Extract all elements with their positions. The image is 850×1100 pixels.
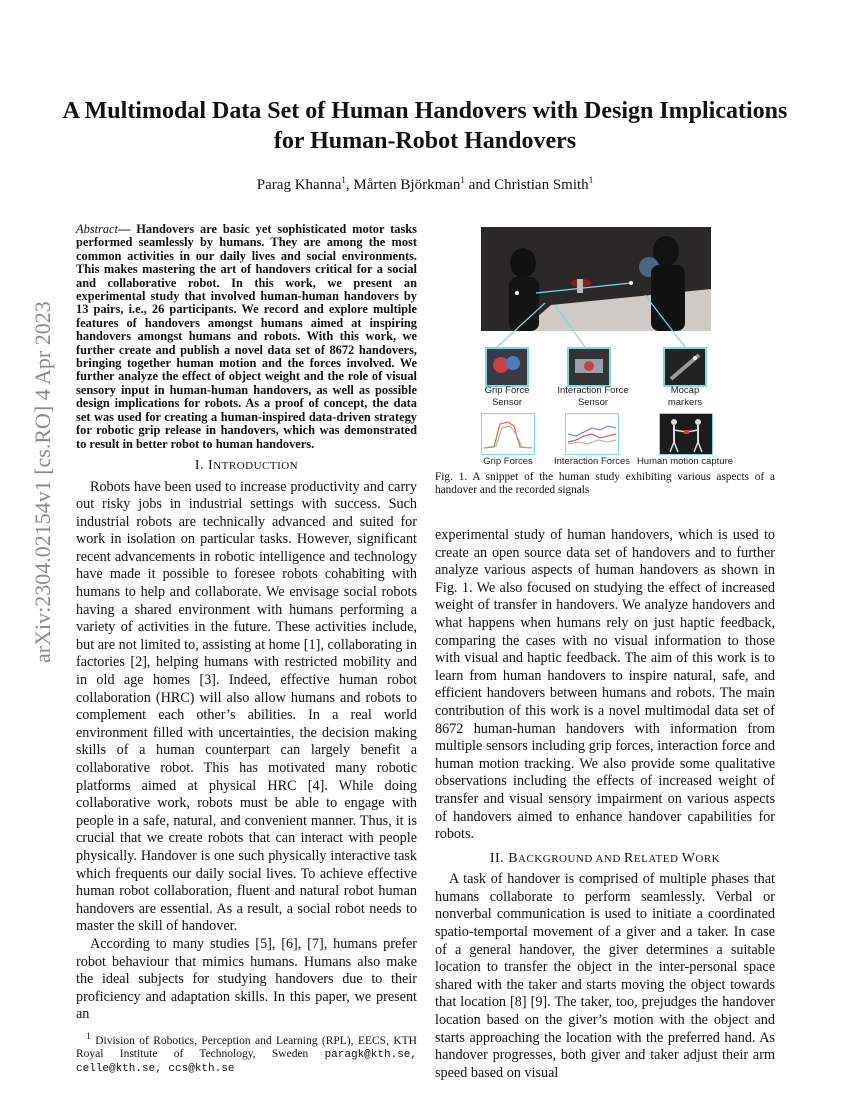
left-column (76, 223, 417, 1076)
author-list (60, 175, 790, 194)
section-smallcaps: ORK (695, 852, 721, 865)
section-smallcaps: NTRODUCTION (213, 459, 299, 472)
footnote-emails: paragk@kth.se, celle@kth.se, ccs@kth.se (76, 1048, 417, 1075)
author-name: Parag Khanna (256, 177, 342, 193)
motion-capture-image (659, 413, 713, 455)
mocap-markers-image (663, 347, 707, 387)
label-grip-force-sensor: Grip Force Sensor (484, 385, 530, 408)
right-paragraph-1: experimental study of human handovers, which is used to create an open source data set of handovers and to further analyze various aspects of human handovers as shown in Fig. 1. We also focused on studying the effect of increased weight of transfer in handovers. We analyze handovers and what happens when humans rely on just haptic feedback, comparing the cases with no visual information to those with visual and haptic feedback. The aim of this work is to learn from human handovers to inspire natural, safe, and efficient handovers between humans and robots. The main contribution of this work is a novel multimodal data set of 8672 human-human handovers with information from multiple sensors including grip forces, interaction force and human motion tracking. We also provide some qualitative observations including the effects of increased weight of transfer and visual sensory impairment on various aspects of handovers aimed to enhance handover capabilities for robots. (435, 527, 775, 843)
section-heading-introduction (76, 457, 417, 476)
grip-forces-plot (481, 413, 535, 455)
label-mocap-markers: Mocap markers (667, 385, 703, 408)
intro-paragraph-2: According to many studies [5], [6], [7], humans prefer robot behaviour that mimics humans. Humans also make the ideal subjects for studying handovers due to their proficiency and adaptation skills. In this paper, we present an (76, 935, 417, 1023)
right-column (435, 527, 775, 1082)
author-name: Mårten Björkman (353, 177, 461, 193)
section-initial: W (681, 850, 696, 866)
intro-paragraph-1: Robots have been used to increase productivity and carry out risky jobs in industrial settings with success. Such industrial robots are technically advanced and suited for work in isolation on particular tasks. However, significant recent advancements in robotic intelligence and technology have made it possible to foresee robots cohabiting with humans to help and collaborate. We envisage social robots having a shared environment with humans performing a variety of activities in the future. These activities include, but are not limited to, assisting at home [1], collaborating in factories [2], helping humans with restricted mobility and in old age homes [3]. Indeed, effective human robot collaboration (HRC) will also allow humans and robots to complement each other’s abilities. In a real world environment filled with uncertainties, the decision making skills of a human counterpart can largely benefit a collaborative robot. This has motivated many robotic platforms aimed at physical HRC [4]. While doing collaborative work, robots must be able to engage with people in a safe, natural, and convenient manner. Thus, it is crucial that we create robots that can interact with people physically. Handover is one such physically interactive task which frequents our daily social lives. To achieve effective human robot collaboration, fluent and natural robot human handovers are essential. As a result, a social robot needs to master the skill of handover. (76, 478, 417, 935)
section-initial: B (508, 850, 519, 866)
label-human-motion-capture: Human motion capture (636, 456, 734, 467)
section-initial: R (624, 850, 634, 866)
grip-force-sensor-image (485, 347, 529, 387)
author-affiliation: 1 (588, 175, 594, 185)
abstract (76, 223, 417, 451)
interaction-forces-plot (565, 413, 619, 455)
section-number: I. (194, 457, 209, 473)
label-grip-forces: Grip Forces (483, 456, 533, 467)
section-smallcaps: ELATED (633, 852, 682, 865)
footnote (76, 1030, 417, 1076)
author-affiliation: 1 (460, 175, 465, 185)
figure-caption: Fig. 1. A snippet of the human study exhibiting various aspects of a handover and the recorded signals (435, 471, 775, 496)
author-separator: and (464, 177, 495, 193)
title-line-2: for Human-Robot Handovers (273, 128, 577, 154)
right-paragraph-2: A task of handover is comprised of multiple phases that humans collaborate to perform seamlessly. Verbal or nonverbal communication is used to initiate a coordinated spatio-temportal movement of a giver and a taker. In case of a general handover, the giver determines a suitable location to transfer the object in the inter-personal space shared with the taker and starts moving the object towards that location [8] [9]. The taker, too, prejudges the handover location based on the giver’s motion with the object and starts approaching the location with the preferred hand. As handover progresses, both giver and taker adjust their arm speed based on visual (435, 871, 775, 1081)
abstract-label: Abstract (76, 222, 118, 236)
footnote-text: Division of Robotics, Perception and Learning (RPL), EECS, KTH Royal Institute of Technology, Sweden (76, 1034, 417, 1060)
section-number: II. (489, 850, 509, 866)
interaction-force-sensor-image (567, 347, 611, 387)
figure-1 (435, 225, 775, 525)
arxiv-side-label (8, 285, 64, 665)
label-interaction-force-sensor: Interaction Force Sensor (557, 385, 629, 408)
arxiv-id-text: arXiv:2304.02154v1 [cs.RO] 4 Apr 2023 (30, 301, 55, 663)
author-separator: , (345, 177, 354, 193)
section-initial: I (208, 457, 214, 473)
author-name: Christian Smith (494, 177, 589, 193)
abstract-text: — Handovers are basic yet sophisticated motor tasks performed seamlessly by humans. They are among the most common activities in our daily lives and social environments. This makes mastering the art of handovers critical for a social and collaborative robot. In this work, we present an experimental study that involved human-human handovers by 13 pairs, i.e., 26 participants. We record and explore multiple features of handovers amongst humans aimed at inspiring handovers amongst humans and robots. With this work, we further create and publish a novel data set of 8672 handovers, bringing together human motion and the forces involved. We further analyze the effect of object weight and the role of visual sensory input in human-human handovers, as well as possible design implications for robots. As a proof of concept, the data set was used for creating a human-inspired data-driven strategy for robotic grip release in handovers, which was demonstrated to result in better robot to human handovers. (76, 222, 417, 451)
section-smallcaps: ACKGROUND AND (518, 852, 625, 865)
section-heading-background (435, 850, 775, 869)
label-interaction-forces: Interaction Forces (553, 456, 631, 467)
title-line-1: A Multimodal Data Set of Human Handovers with Design Implications (62, 98, 788, 124)
paper-title (60, 96, 790, 156)
author-affiliation: 1 (341, 175, 346, 185)
footnote-number: 1 (86, 1030, 91, 1042)
